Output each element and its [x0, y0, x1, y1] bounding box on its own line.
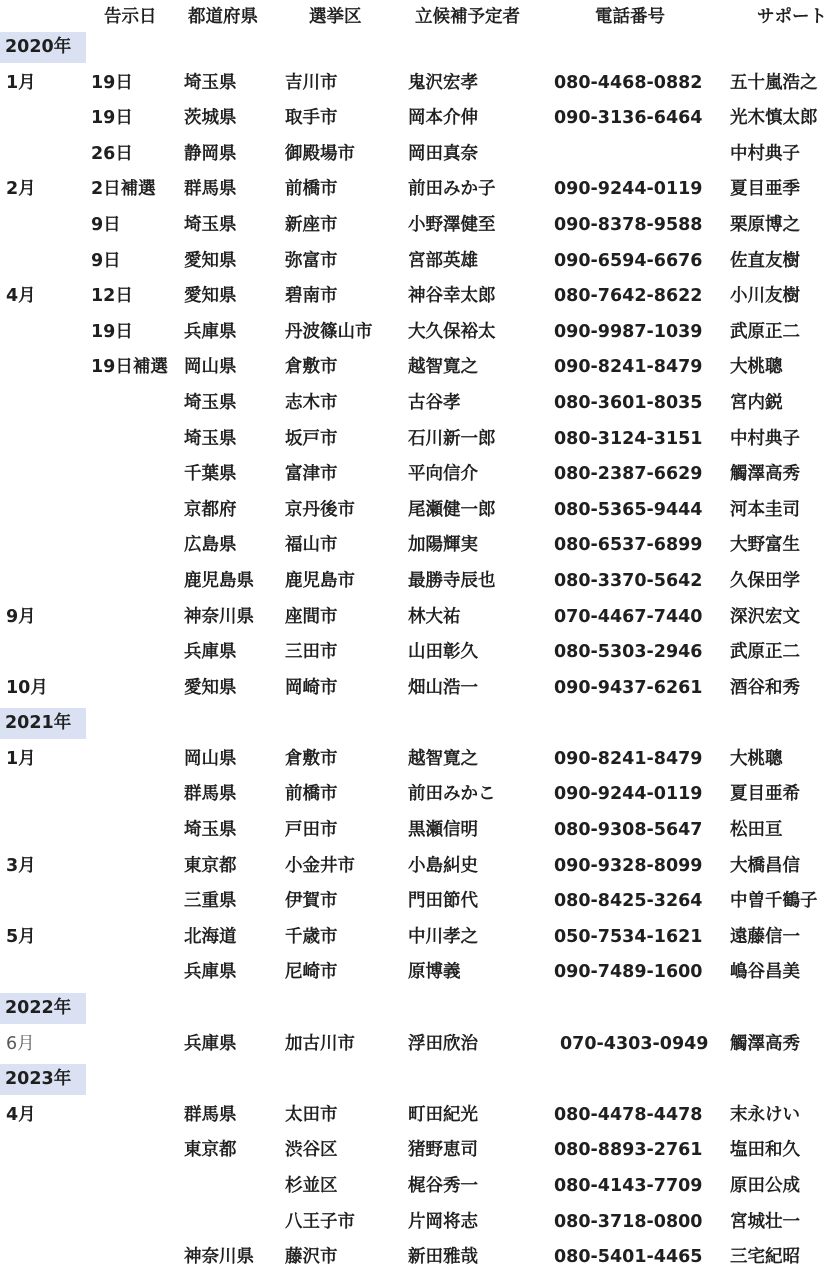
cell-prefecture: 北海道 [184, 926, 237, 947]
cell-district: 三田市 [285, 642, 338, 663]
cell-support: 佐直友樹 [730, 250, 800, 271]
cell-phone: 080-8425-3264 [554, 891, 703, 912]
cell-support: 中村典子 [730, 428, 800, 449]
cell-candidate: 神谷幸太郎 [408, 286, 496, 307]
cell-phone: 070-4467-7440 [554, 606, 703, 627]
cell-prefecture: 神奈川県 [184, 606, 254, 627]
cell-district: 御殿場市 [285, 143, 355, 164]
cell-day: 12日 [91, 286, 133, 307]
cell-prefecture: 岡山県 [184, 748, 237, 769]
cell-candidate: 新田雅哉 [408, 1247, 478, 1268]
cell-candidate: 古谷孝 [408, 392, 461, 413]
cell-candidate: 山田彰久 [408, 642, 478, 663]
cell-phone: 090-8241-8479 [554, 748, 703, 769]
cell-phone: 090-9244-0119 [554, 784, 703, 805]
cell-support: 夏目亜希 [730, 784, 800, 805]
cell-phone: 050-7534-1621 [554, 926, 703, 947]
cell-day: 19日補選 [91, 357, 168, 378]
header-prefecture: 都道府県 [188, 7, 258, 27]
cell-candidate: 鬼沢宏孝 [408, 72, 478, 93]
cell-prefecture: 東京都 [184, 855, 237, 876]
cell-support: 原田公成 [730, 1176, 800, 1196]
cell-phone: 090-9987-1039 [554, 321, 703, 342]
cell-support: 遠藤信一 [730, 926, 800, 947]
cell-support: 大橋昌信 [730, 855, 800, 876]
cell-candidate: 林大祐 [408, 606, 461, 627]
cell-district: 志木市 [285, 392, 338, 413]
cell-phone: 080-9308-5647 [554, 820, 703, 841]
cell-phone: 090-3136-6464 [554, 108, 703, 129]
cell-candidate: 畑山浩一 [408, 677, 478, 698]
cell-prefecture: 鹿児島県 [184, 570, 254, 591]
cell-prefecture: 愛知県 [184, 250, 237, 271]
cell-support: 大野富生 [730, 535, 800, 556]
cell-district: 新座市 [285, 214, 338, 235]
cell-phone: 090-7489-1600 [554, 962, 703, 983]
table-row [0, 528, 838, 564]
cell-district: 藤沢市 [285, 1247, 338, 1268]
cell-candidate: 小島糾史 [408, 855, 478, 876]
cell-prefecture: 埼玉県 [184, 214, 237, 235]
cell-support: 宮城壮一 [730, 1211, 800, 1232]
cell-phone: 080-5401-4465 [554, 1247, 703, 1268]
cell-phone: 090-6594-6676 [554, 250, 703, 271]
cell-support: 觸澤高秀 [730, 464, 800, 485]
table-row [0, 1205, 838, 1241]
cell-candidate: 前田みか子 [408, 179, 496, 200]
cell-support: 中曽千鶴子 [730, 891, 818, 912]
cell-prefecture: 埼玉県 [184, 428, 237, 449]
cell-district: 千歳市 [285, 926, 338, 947]
cell-district: 尼崎市 [285, 962, 338, 983]
table-row [0, 279, 838, 315]
cell-phone: 080-3370-5642 [554, 570, 703, 591]
cell-district: 吉川市 [285, 72, 338, 93]
cell-day: 26日 [91, 143, 133, 164]
cell-district: 京丹後市 [285, 499, 355, 520]
cell-candidate: 原博義 [408, 962, 461, 983]
cell-phone: 080-4143-7709 [554, 1176, 703, 1196]
cell-prefecture: 千葉県 [184, 464, 237, 485]
cell-prefecture: 茨城県 [184, 108, 237, 129]
cell-day: 19日 [91, 72, 133, 93]
cell-support: 夏目亜季 [730, 179, 800, 200]
cell-prefecture: 愛知県 [184, 677, 237, 698]
table-row [0, 1133, 838, 1169]
cell-candidate: 黒瀬信明 [408, 820, 478, 841]
cell-prefecture: 埼玉県 [184, 820, 237, 841]
cell-candidate: 中川孝之 [408, 926, 478, 947]
table-row [0, 1169, 838, 1205]
table-row [0, 457, 838, 493]
cell-district: 福山市 [285, 535, 338, 556]
header-district: 選挙区 [309, 7, 362, 27]
table-row [0, 66, 838, 102]
table-row [0, 742, 838, 778]
table-row [0, 422, 838, 458]
cell-phone: 090-9244-0119 [554, 179, 703, 200]
cell-day: 9日 [91, 214, 121, 235]
year-section-row [0, 706, 838, 742]
table-row [0, 955, 838, 991]
cell-prefecture: 愛知県 [184, 286, 237, 307]
cell-prefecture: 兵庫県 [184, 962, 237, 983]
cell-phone: 080-7642-8622 [554, 286, 703, 307]
cell-support: 武原正二 [730, 321, 800, 342]
cell-phone: 090-9437-6261 [554, 677, 703, 698]
cell-phone: 080-4478-4478 [554, 1104, 703, 1125]
cell-month: 2月 [6, 179, 36, 200]
cell-support: 河本圭司 [730, 499, 800, 520]
cell-month: 1月 [6, 748, 36, 769]
cell-support: 久保田学 [730, 570, 800, 591]
cell-prefecture: 埼玉県 [184, 72, 237, 93]
cell-month: 9月 [6, 606, 36, 627]
cell-phone: 090-8378-9588 [554, 214, 703, 235]
cell-day: 19日 [91, 108, 133, 129]
cell-support: 大桃聰 [730, 357, 783, 378]
cell-district: 取手市 [285, 108, 338, 129]
cell-district: 岡崎市 [285, 677, 338, 698]
header-phone: 電話番号 [595, 7, 665, 27]
table-row [0, 849, 838, 885]
cell-candidate: 猪野恵司 [408, 1140, 478, 1161]
cell-phone: 070-4303-0949 [560, 1033, 709, 1054]
cell-candidate: 町田紀光 [408, 1104, 478, 1125]
table-row [0, 350, 838, 386]
table-row [0, 777, 838, 813]
cell-phone: 080-2387-6629 [554, 464, 703, 485]
cell-support: 栗原博之 [730, 214, 800, 235]
table-row [0, 920, 838, 956]
table-row [0, 1027, 838, 1063]
cell-candidate: 越智寛之 [408, 748, 478, 769]
cell-candidate: 尾瀬健一郎 [408, 499, 496, 520]
table-row [0, 884, 838, 920]
cell-district: 前橋市 [285, 179, 338, 200]
cell-candidate: 片岡将志 [408, 1211, 478, 1232]
header-support: サポート [757, 7, 827, 27]
cell-prefecture: 岡山県 [184, 357, 237, 378]
cell-district: 太田市 [285, 1104, 338, 1125]
cell-candidate: 岡本介伸 [408, 108, 478, 129]
cell-candidate: 浮田欣治 [408, 1033, 478, 1054]
table-body [0, 30, 838, 1276]
cell-month: 1月 [6, 72, 36, 93]
cell-candidate: 越智寛之 [408, 357, 478, 378]
cell-support: 宮内鋭 [730, 392, 783, 413]
year-section-row [0, 1062, 838, 1098]
table-row [0, 1240, 838, 1276]
cell-support: 小川友樹 [730, 286, 800, 307]
cell-district: 丹波篠山市 [285, 321, 373, 342]
cell-month: 4月 [6, 1104, 36, 1125]
cell-district: 碧南市 [285, 286, 338, 307]
year-section-row [0, 991, 838, 1027]
cell-phone: 080-3601-8035 [554, 392, 703, 413]
cell-candidate: 大久保裕太 [408, 321, 496, 342]
header-candidate: 立候補予定者 [415, 7, 520, 27]
cell-district: 加古川市 [285, 1033, 355, 1054]
year-label: 2022年 [0, 993, 86, 1024]
table-row [0, 208, 838, 244]
cell-prefecture: 広島県 [184, 535, 237, 556]
cell-district: 小金井市 [285, 855, 355, 876]
table-row [0, 172, 838, 208]
cell-phone: 080-6537-6899 [554, 535, 703, 556]
cell-candidate: 梶谷秀一 [408, 1176, 478, 1196]
cell-prefecture: 京都府 [184, 499, 237, 520]
cell-district: 倉敷市 [285, 748, 338, 769]
cell-support: 松田亘 [730, 820, 783, 841]
cell-support: 大桃聰 [730, 748, 783, 769]
cell-phone: 080-8893-2761 [554, 1140, 703, 1161]
table-row [0, 493, 838, 529]
table-row [0, 600, 838, 636]
cell-prefecture: 東京都 [184, 1140, 237, 1161]
cell-support: 三宅紀昭 [730, 1247, 800, 1268]
cell-day: 2日補選 [91, 179, 156, 200]
table-row [0, 315, 838, 351]
cell-support: 觸澤高秀 [730, 1033, 800, 1054]
cell-candidate: 小野澤健至 [408, 214, 496, 235]
cell-district: 杉並区 [285, 1176, 338, 1196]
cell-phone: 080-5303-2946 [554, 642, 703, 663]
year-label: 2023年 [0, 1064, 86, 1095]
table-row [0, 101, 838, 137]
cell-support: 酒谷和秀 [730, 677, 800, 698]
cell-month: 3月 [6, 855, 36, 876]
cell-phone: 090-9328-8099 [554, 855, 703, 876]
cell-prefecture: 兵庫県 [184, 1033, 237, 1054]
cell-district: 倉敷市 [285, 357, 338, 378]
cell-district: 伊賀市 [285, 891, 338, 912]
cell-month: 6月 [6, 1033, 35, 1054]
cell-prefecture: 群馬県 [184, 784, 237, 805]
year-label: 2020年 [0, 32, 86, 63]
table-row [0, 386, 838, 422]
table-row [0, 671, 838, 707]
cell-district: 渋谷区 [285, 1140, 338, 1161]
cell-district: 弥富市 [285, 250, 338, 271]
cell-prefecture: 兵庫県 [184, 321, 237, 342]
cell-prefecture: 静岡県 [184, 143, 237, 164]
cell-support: 五十嵐浩之 [730, 72, 818, 93]
cell-support: 深沢宏文 [730, 606, 800, 627]
header-row [0, 0, 838, 30]
cell-district: 坂戸市 [285, 428, 338, 449]
year-section-row [0, 30, 838, 66]
cell-candidate: 石川新一郎 [408, 428, 496, 449]
cell-support: 末永けい [730, 1104, 800, 1125]
cell-candidate: 平向信介 [408, 464, 478, 485]
cell-prefecture: 群馬県 [184, 1104, 237, 1125]
cell-phone: 080-4468-0882 [554, 72, 703, 93]
cell-district: 前橋市 [285, 784, 338, 805]
year-label: 2021年 [0, 708, 86, 739]
cell-support: 光木慎太郎 [730, 108, 818, 129]
cell-district: 鹿児島市 [285, 570, 355, 591]
table-row [0, 1098, 838, 1134]
cell-month: 4月 [6, 286, 36, 307]
cell-phone: 080-3124-3151 [554, 428, 703, 449]
cell-district: 八王子市 [285, 1211, 355, 1232]
cell-candidate: 前田みかこ [408, 784, 496, 805]
table-row [0, 244, 838, 280]
cell-prefecture: 群馬県 [184, 179, 237, 200]
cell-month: 10月 [6, 677, 48, 698]
cell-phone: 090-8241-8479 [554, 357, 703, 378]
header-day: 告示日 [104, 7, 157, 27]
table-row [0, 813, 838, 849]
cell-support: 塩田和久 [730, 1140, 800, 1161]
cell-prefecture: 神奈川県 [184, 1247, 254, 1268]
table-row [0, 635, 838, 671]
cell-district: 戸田市 [285, 820, 338, 841]
cell-support: 中村典子 [730, 143, 800, 164]
cell-phone: 080-5365-9444 [554, 499, 703, 520]
cell-candidate: 岡田真奈 [408, 143, 478, 164]
cell-prefecture: 三重県 [184, 891, 237, 912]
cell-prefecture: 埼玉県 [184, 392, 237, 413]
cell-candidate: 門田節代 [408, 891, 478, 912]
cell-support: 嶋谷昌美 [730, 962, 800, 983]
cell-candidate: 最勝寺辰也 [408, 570, 496, 591]
table-row [0, 564, 838, 600]
cell-support: 武原正二 [730, 642, 800, 663]
cell-day: 19日 [91, 321, 133, 342]
cell-phone: 080-3718-0800 [554, 1211, 703, 1232]
cell-candidate: 宮部英雄 [408, 250, 478, 271]
cell-district: 座間市 [285, 606, 338, 627]
cell-district: 富津市 [285, 464, 338, 485]
cell-prefecture: 兵庫県 [184, 642, 237, 663]
cell-month: 5月 [6, 926, 36, 947]
table-row [0, 137, 838, 173]
cell-day: 9日 [91, 250, 121, 271]
cell-candidate: 加陽輝実 [408, 535, 478, 556]
